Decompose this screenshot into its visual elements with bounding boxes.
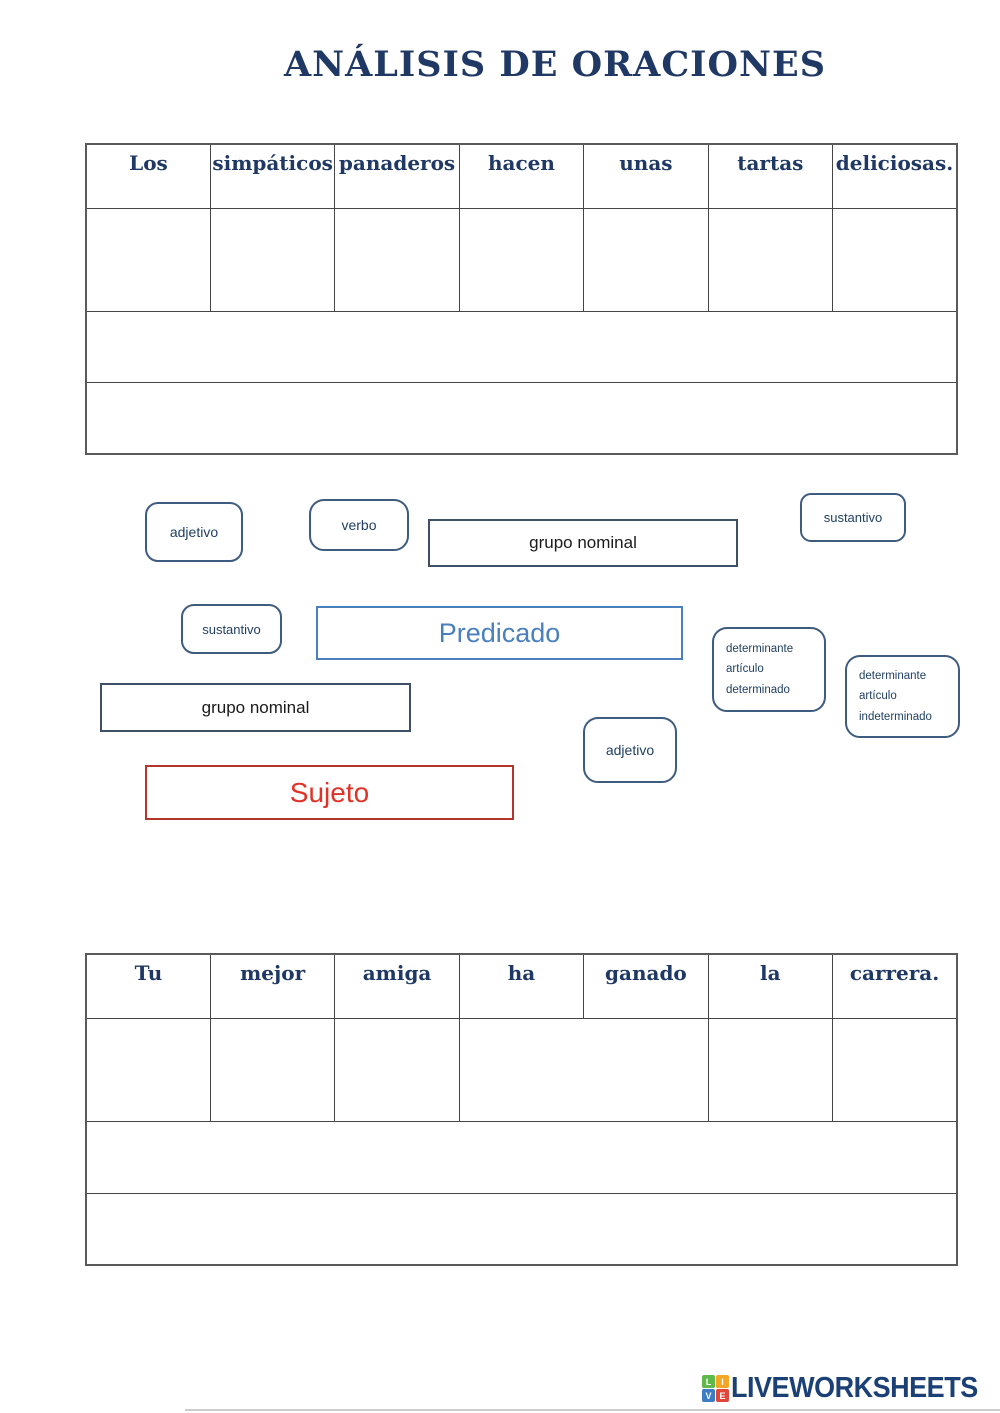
drop-cell[interactable] [459,208,583,311]
label-adjetivo-2[interactable]: adjetivo [583,717,677,783]
word-cell: deliciosas. [833,144,957,208]
worksheet-title: ANÁLISIS DE ORACIONES [283,44,826,85]
word-cell: carrera. [833,954,957,1018]
label-adjetivo-1[interactable]: adjetivo [145,502,243,562]
logo-square-i: I [716,1375,729,1388]
sentence2-answer-row-1 [86,1121,957,1193]
sentence2-drop-row [86,1018,957,1121]
label-grupo-nominal-2[interactable]: grupo nominal [100,683,411,732]
label-grupo-nominal-1[interactable]: grupo nominal [428,519,738,567]
word-cell: unas [584,144,708,208]
answer-strip[interactable] [86,1193,957,1265]
drop-cell[interactable] [335,208,459,311]
word-cell: hacen [459,144,583,208]
word-cell: tartas [708,144,832,208]
label-sujeto[interactable]: Sujeto [145,765,514,820]
label-sustantivo-1[interactable]: sustantivo [800,493,906,542]
drop-cell[interactable] [708,208,832,311]
liveworksheets-logo [702,1372,996,1405]
label-det-articulo-indeterminado[interactable] [845,655,960,738]
answer-strip[interactable] [86,382,957,454]
drop-cell[interactable] [833,208,957,311]
answer-strip[interactable] [86,1121,957,1193]
answer-strip[interactable] [86,311,957,382]
label-line: determinado [726,683,790,696]
logo-square-l: L [702,1375,715,1388]
word-cell: Los [86,144,210,208]
logo-square-v: V [702,1389,715,1402]
label-line: indeterminado [859,710,932,723]
drop-cell[interactable] [584,208,708,311]
word-cell: ganado [584,954,708,1018]
word-cell: simpáticos [210,144,334,208]
drop-cell[interactable] [210,208,334,311]
word-cell: mejor [210,954,334,1018]
label-line: artículo [726,663,764,676]
drop-cell[interactable] [335,1018,459,1121]
word-cell: Tu [86,954,210,1018]
word-cell: panaderos [335,144,459,208]
label-det-articulo-determinado[interactable] [712,627,826,712]
label-predicado[interactable]: Predicado [316,606,683,660]
drop-cell[interactable] [86,1018,210,1121]
sentence2-header-row [86,954,957,1018]
label-sustantivo-2[interactable]: sustantivo [181,604,282,654]
sentence1-drop-row [86,208,957,311]
sentence1-table [85,143,958,455]
word-cell: ha [459,954,583,1018]
label-verbo[interactable]: verbo [309,499,409,551]
sentence1-answer-row-1 [86,311,957,382]
label-line: artículo [859,690,897,703]
sentence2-answer-row-2 [86,1193,957,1265]
drop-cell[interactable] [86,208,210,311]
label-line: determinante [859,670,927,683]
word-cell: la [708,954,832,1018]
drop-cell[interactable] [210,1018,334,1121]
drop-cell[interactable] [708,1018,832,1121]
logo-square-e: E [716,1389,729,1402]
liveworksheets-logo-icon [702,1375,729,1402]
drop-cell-merged[interactable] [459,1018,708,1121]
word-cell: amiga [335,954,459,1018]
page-bottom-divider [185,1409,1000,1411]
label-line: determinante [726,643,794,656]
sentence1-header-row [86,144,957,208]
liveworksheets-logo-text: LIVEWORKSHEETS [731,1372,978,1404]
sentence1-answer-row-2 [86,382,957,454]
sentence2-table [85,953,958,1266]
drop-cell[interactable] [833,1018,957,1121]
